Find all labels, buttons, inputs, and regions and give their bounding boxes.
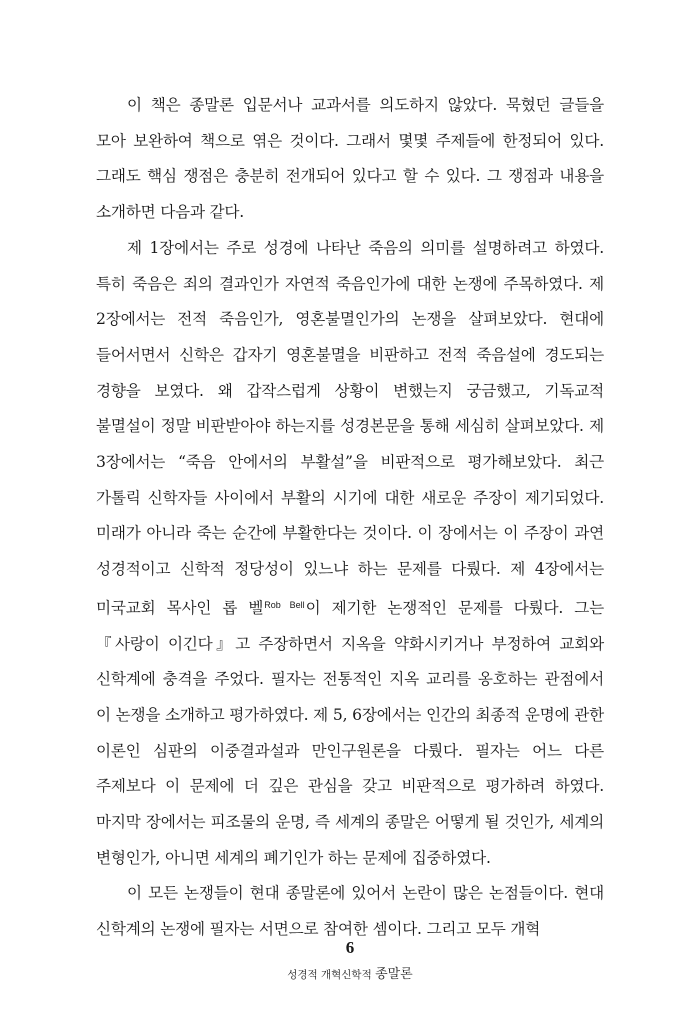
paragraph-chapter-summary-part1: 제 1장에서는 주로 성경에 나타난 죽음의 의미를 설명하려고 하였다. 특히 죽음은 죄의 결과인가 자연적 죽음인가에 대한 논쟁에 주목하였다. 제 2장에서는 전적 죽음인가, 영혼불멸인가의 논쟁을 살펴보았다. 현대에 들어서면서 신학은 갑자기 영혼불멸을 비판하고 전적 죽음설에 경도되는 경향을 보였다. 왜 갑작스럽게 상황이 변했는지 궁금했고, 기독교적 불멸설이 정말 비판받아야 하는지를 성경본문을 통해 세심히 살펴보았다. 제 3장에서는 “죽음 안에서의 부활설”을 비판적으로 평가해보았다. 최근 가톨릭 신학자들 사이에서 부활의 시기에 대한 새로운 주장이 제기되었다. 미래가 아니라 죽는 순간에 부활한다는 것이다. 이 장에서는 이 주장이 과연 성경적이고 신학적 정당성이 있느냐 하는 문제를 다뤘다. 제 4장에서는 미국교회 목사인 롭 벨 bbox=[96, 238, 604, 617]
running-footer bbox=[0, 966, 700, 984]
body-text bbox=[96, 88, 604, 948]
running-title-small: 성경적 개혁신학적 bbox=[287, 969, 372, 981]
paragraph-intro: 이 책은 종말론 입문서나 교과서를 의도하지 않았다. 묵혔던 글들을 모아 보완하여 책으로 엮은 것이다. 그래서 몇몇 주제들에 한정되어 있다. 그래도 핵심 쟁점은 충분히 전개되어 있다고 할 수 있다. 그 쟁점과 내용을 소개하면 다음과 같다. bbox=[96, 96, 604, 222]
paragraph-chapter-summary bbox=[96, 231, 604, 877]
paragraph-closing: 이 모든 논쟁들이 현대 종말론에 있어서 논란이 많은 논점들이다. 현대 신학계의 논쟁에 필자는 서면으로 참여한 셈이다. 그리고 모두 개혁 bbox=[96, 884, 604, 939]
name-annotation-superscript: Rob Bell bbox=[264, 599, 305, 610]
paragraph-chapter-summary-part2: 이 제기한 논쟁적인 문제를 다뤘다. 그는 『사랑이 이긴다』고 주장하면서 지옥을 약화시키거나 부정하여 교회와 신학계에 충격을 주었다. 필자는 전통적인 지옥 교리를 옹호하는 관점에서 이 논쟁을 소개하고 평가하였다. 제 5, 6장에서는 인간의 최종적 운명에 관한 이론인 심판의 이중결과설과 만인구원론을 다뤘다. 필자는 어느 다른 주제보다 이 문제에 더 깊은 관심을 갖고 비판적으로 평가하려 하였다. 마지막 장에서는 피조물의 운명, 즉 세계의 종말은 어떻게 될 것인가, 세계의 변형인가, 아니면 세계의 폐기인가 하는 문제에 집중하였다. bbox=[96, 598, 604, 867]
page-number: 6 bbox=[345, 938, 355, 957]
running-title-large: 종말론 bbox=[375, 967, 413, 982]
